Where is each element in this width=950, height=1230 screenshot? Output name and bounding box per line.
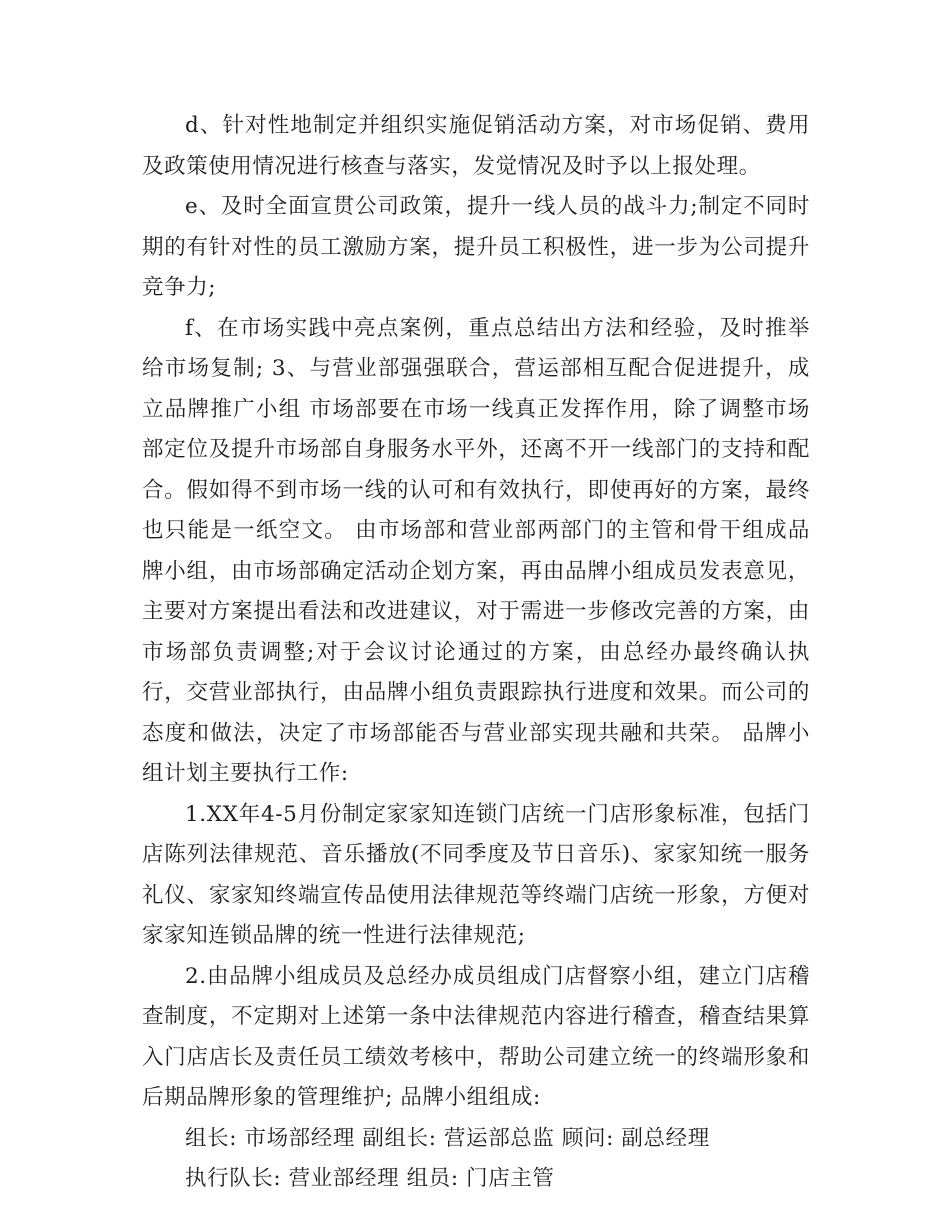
paragraph-item-2: 2.由品牌小组成员及总经办成员组成门店督察小组，建立门店稽查制度，不定期对上述第一条中法律规范内容进行稽查，稽查结果算入门店店长及责任员工绩效考核中，帮助公司建立统一的终端形象和后期品牌形象的管理维护; 品牌小组组成: (142, 963, 810, 1110)
paragraph-d: d、针对性地制定并组织实施促销活动方案，对市场促销、费用及政策使用情况进行核查与落实，发觉情况及时予以上报处理。 (142, 113, 810, 179)
paragraph-f: f、在市场实践中亮点案例，重点总结出方法和经验，及时推举给市场复制; 3、与营业部强强联合，营运部相互配合促进提升，成立品牌推广小组 市场部要在市场一线真正发挥作用，除了调整市场部定位及提升市场部自身服务水平外，还离不开一线部门的支持和配合。假如得不到市场一线的认可和有效执行，即使再好的方案，最终也只能是一纸空文。 由市场部和营业部两部门的主管和骨干组成品牌小组，由市场部确定活动企划方案，再由品牌小组成员发表意见，主要对方案提出看法和改进建议，对于需进一步修改完善的方案，由市场部负责调整;对于会议讨论通过的方案，由总经办最终确认执行，交营业部执行，由品牌小组负责跟踪执行进度和效果。而公司的态度和做法，决定了市场部能否与营业部实现共融和共荣。 品牌小组计划主要执行工作: (142, 315, 810, 786)
document-body (142, 106, 810, 1200)
paragraph-item-1: 1.XX年4-5月份制定家家知连锁门店统一门店形象标准，包括门店陈列法律规范、音乐播放(不同季度及节日音乐)、家家知统一服务礼仪、家家知终端宣传品使用法律规范等终端门店统一形象，方便对家家知连锁品牌的统一性进行法律规范; (142, 801, 810, 948)
paragraph-team-members: 执行队长: 营业部经理 组员: 门店主管 (185, 1166, 555, 1191)
paragraph-e: e、及时全面宣贯公司政策，提升一线人员的战斗力;制定不同时期的有针对性的员工激励方案，提升员工积极性，进一步为公司提升竞争力; (142, 194, 810, 300)
paragraph-team-leaders: 组长: 市场部经理 副组长: 营运部总监 顾问: 副总经理 (185, 1125, 710, 1151)
